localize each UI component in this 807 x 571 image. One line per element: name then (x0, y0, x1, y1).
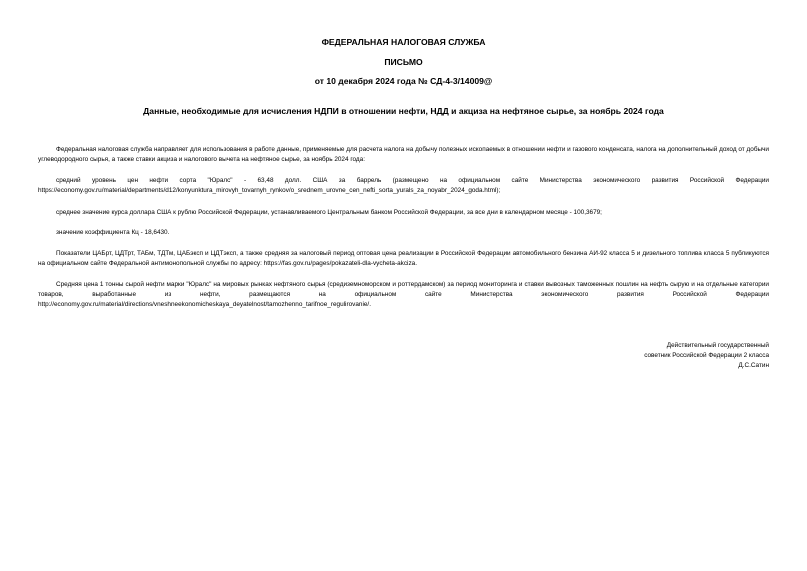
paragraph-intro: Федеральная налоговая служба направляет для использования в работе данные, применяемые для расчета налога на добычу полезных ископаемых в отношении нефти и газового конденсата, налога на дополнительный доход от добычи углеводородного сырья, а также ставки акциза и налогового вычета на нефтяное сырье, за ноябрь 2024 года: (38, 146, 769, 163)
paragraph-fas-indicators: Показатели ЦАБрт, ЦДТрт, ТАБм, ТДТм, ЦАБэксп и ЦДТэксп, а также средняя за налоговый период оптовая цена реализации в Российской Федерации автомобильного бензина АИ-92 класса 5 и дизельного топлива класса 5 публикуются на официальном сайте Федеральной антимонопольной службы по адресу: https://fas.gov.ru/pages/pokazateli-dla-vycheta-akciza. (38, 250, 769, 267)
signature-title-line1: Действительный государственный (666, 342, 769, 349)
signature-title-line2: советник Российской Федерации 2 класса (644, 352, 769, 359)
paragraph-kc-coefficient: значение коэффициента Кц - 18,6430. (56, 229, 170, 236)
document-date-number: от 10 декабря 2024 года № СД-4-3/14009@ (314, 76, 493, 86)
paragraph-customs-duties: Средняя цена 1 тонны сырой нефти марки "Юралс" на мировых рынках нефтяного сырья (средиземноморском и роттердамском) за период мониторинга и ставки вывозных таможенных пошлин на нефть сырую и на отдельные категории товаров, выработанные из нефти, размещаются на официальном сайте Министерства экономического развития Российской Федерации http://economy.gov.ru/material/directions/vneshneekonomicheskaya_deyatelnost/tamozhenno_tarifnoe_regulirovanie/. (38, 281, 769, 308)
agency-name: ФЕДЕРАЛЬНАЯ НАЛОГОВАЯ СЛУЖБА (321, 37, 486, 47)
paragraph-usd-rate: среднее значение курса доллара США к рублю Российской Федерации, устанавливаемого Центральным банком Российской Федерации, за все дни в календарном месяце - 100,3679; (56, 209, 602, 216)
paragraph-urals-price: средний уровень цен нефти сорта "Юралс" - 63,48 долл. США за баррель (размещено на официальном сайте Министерства экономического развития Российской Федерации https://economy.gov.ru/material/departments/d12/konyunktura_mirovyh_tovarnyh_rynkov/o_srednem_urovne_cen_nefti_sorta_yurals_za_noyabr_2024_goda.html); (38, 177, 769, 194)
signature-block (549, 341, 769, 371)
document-type: ПИСЬМО (384, 57, 423, 67)
signature-name: Д.С.Сатин (738, 362, 769, 369)
document-page (38, 0, 769, 571)
document-title: Данные, необходимые для исчисления НДПИ в отношении нефти, НДД и акциза на нефтяное сырье, за ноябрь 2024 года (143, 106, 664, 116)
